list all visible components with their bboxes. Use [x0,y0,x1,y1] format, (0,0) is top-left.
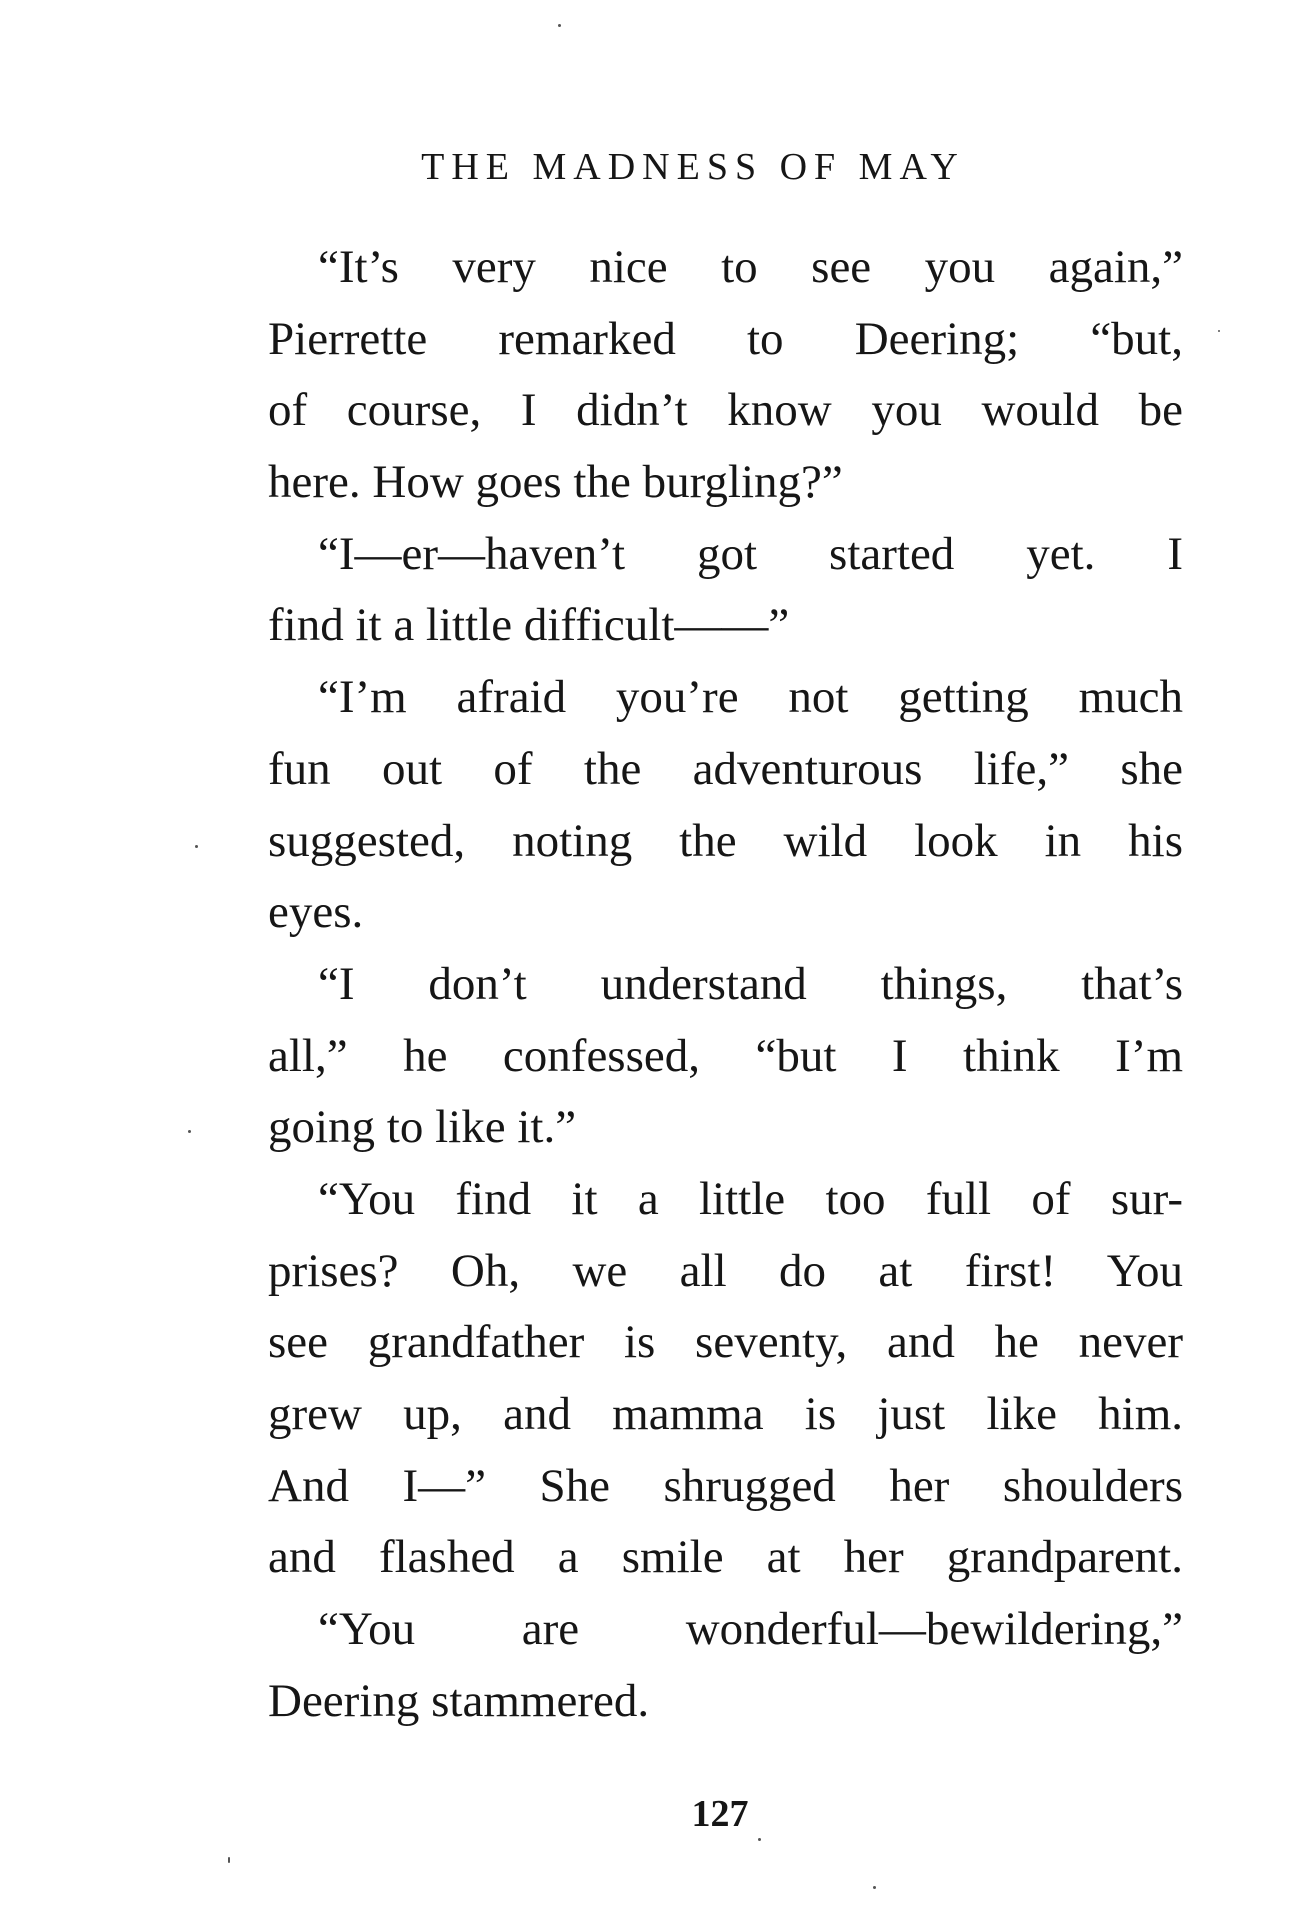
paper-speck [188,1130,191,1133]
text-line: find it a little difficult——” [268,599,790,652]
text-line: Deering stammered. [268,1674,650,1727]
text-line: here. How goes the burgling?” [268,456,843,509]
text-line: “I’m afraid you’re not getting much [318,671,1183,724]
text-line: going to like it.” [268,1101,577,1154]
paper-speck [228,1857,230,1863]
text-line: eyes. [268,886,364,939]
paper-speck [1218,330,1220,332]
paper-speck [558,24,561,27]
paper-speck [195,845,198,848]
text-line: suggested, noting the wild look in his [268,814,1183,867]
text-line: “You are wonderful—bewildering,” [318,1603,1183,1656]
text-line: “I don’t understand things, that’s [318,957,1183,1010]
text-line: “You find it a little too full of sur- [318,1172,1183,1225]
text-line: all,” he confessed, “but I think I’m [268,1029,1183,1082]
body-text [268,232,1183,1737]
text-line: “I—er—haven’t got started yet. I [318,527,1183,580]
text-line: fun out of the adventurous life,” she [268,742,1183,795]
text-line: and flashed a smile at her grandparent. [268,1531,1183,1584]
text-line: grew up, and mamma is just like him. [268,1388,1183,1440]
text-line: And I—” She shrugged her shoulders [268,1459,1183,1512]
text-line: Pierrette remarked to Deering; “but, [268,312,1183,365]
paper-speck [873,1886,876,1889]
paper-speck [758,1838,761,1841]
text-line: see grandfather is seventy, and he never [268,1316,1183,1369]
page-number: 127 [691,1793,749,1835]
text-line: prises? Oh, we all do at first! You [268,1244,1183,1297]
text-line: “It’s very nice to see you again,” [318,241,1183,293]
running-title: THE MADNESS OF MAY [421,146,965,188]
text-line: of course, I didn’t know you would be [268,384,1183,437]
